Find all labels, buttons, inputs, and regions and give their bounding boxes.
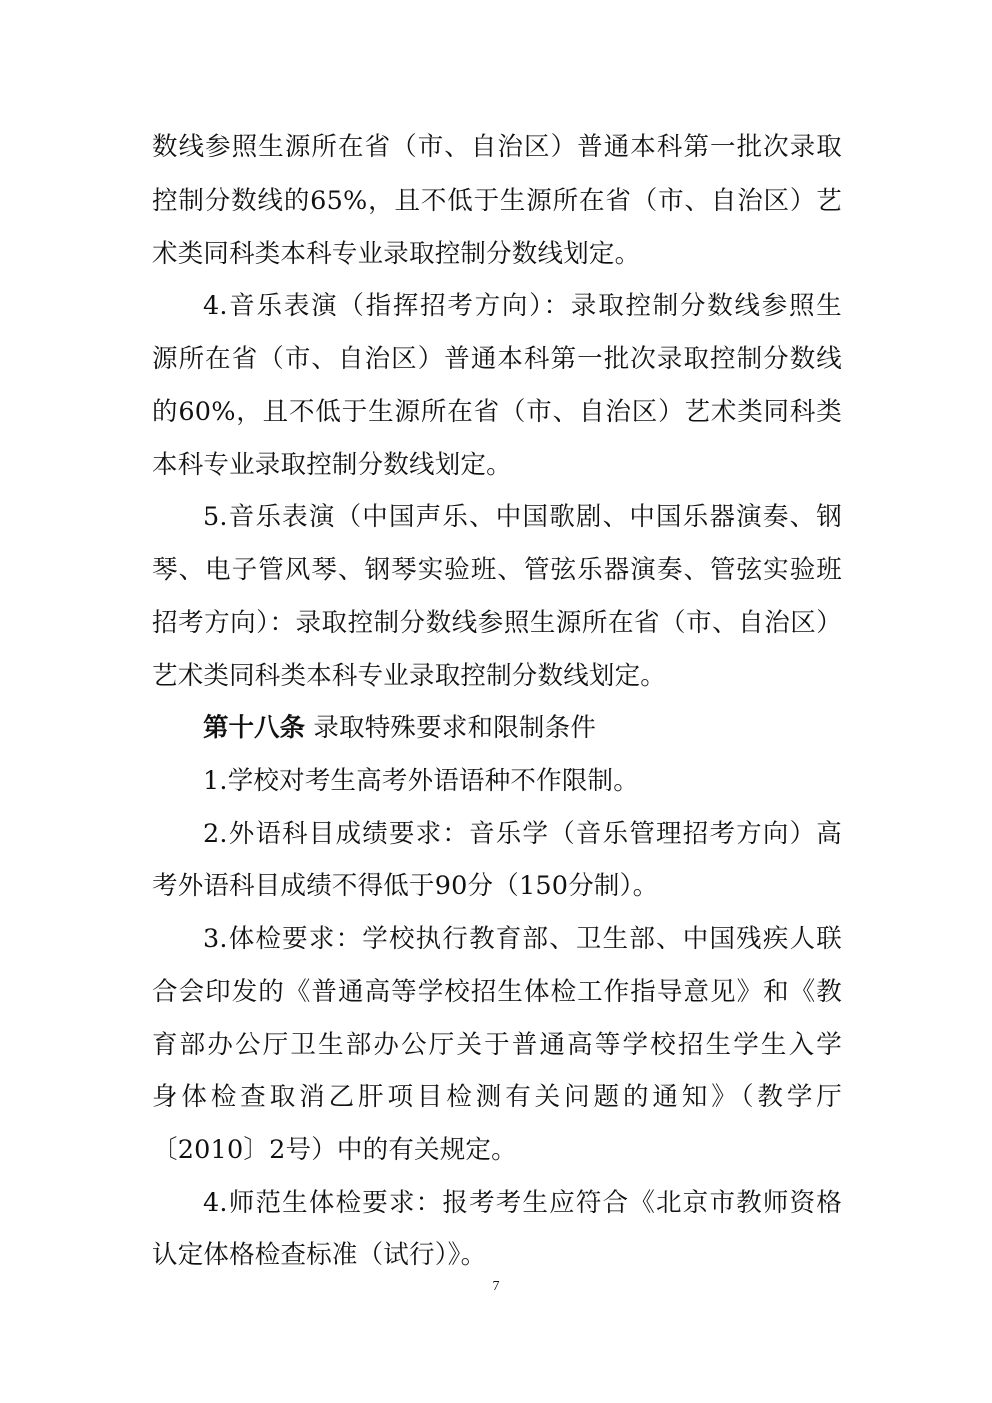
paragraph-line: 5.音乐表演（中国声乐、中国歌剧、中国乐器演奏、钢 <box>203 502 842 532</box>
paragraph-line: 1.学校对考生高考外语语种不作限制。 <box>203 766 639 796</box>
paragraph-line: 的60%，且不低于生源所在省（市、自治区）艺术类同科类 <box>152 397 842 427</box>
article-title: 录取特殊要求和限制条件 <box>313 713 597 743</box>
paragraph-line: 数线参照生源所在省（市、自治区）普通本科第一批次录取 <box>152 132 842 162</box>
paragraph-line: 源所在省（市、自治区）普通本科第一批次录取控制分数线 <box>152 344 842 374</box>
paragraph-line: 招考方向）：录取控制分数线参照生源所在省（市、自治区） <box>152 608 842 638</box>
paragraph-line: 3.体检要求：学校执行教育部、卫生部、中国残疾人联 <box>203 924 842 954</box>
paragraph-line: 2.外语科目成绩要求：音乐学（音乐管理招考方向）高 <box>203 819 842 849</box>
paragraph-line: 考外语科目成绩不得低于90分（150分制）。 <box>152 871 659 901</box>
paragraph-line: 认定体格检查标准（试行）》。 <box>152 1240 487 1270</box>
paragraph-line: 育部办公厅卫生部办公厅关于普通高等学校招生学生入学 <box>152 1030 842 1060</box>
article-heading-line <box>203 712 842 744</box>
paragraph-line: 合会印发的《普通高等学校招生体检工作指导意见》和《教 <box>152 977 842 1007</box>
paragraph-line: 艺术类同科类本科专业录取控制分数线划定。 <box>152 661 667 691</box>
paragraph-line: 术类同科类本科专业录取控制分数线划定。 <box>152 239 641 269</box>
paragraph-line: 4.师范生体检要求：报考考生应符合《北京市教师资格 <box>203 1188 842 1218</box>
paragraph-line: 琴、电子管风琴、钢琴实验班、管弦乐器演奏、管弦实验班 <box>152 555 842 585</box>
article-number: 第十八条 <box>203 713 306 743</box>
paragraph-line: 控制分数线的65%，且不低于生源所在省（市、自治区）艺 <box>152 186 842 216</box>
paragraph-line: 身体检查取消乙肝项目检测有关问题的通知》（教学厅 <box>152 1082 842 1112</box>
paragraph-line: 4.音乐表演（指挥招考方向）：录取控制分数线参照生 <box>203 291 842 321</box>
page-number: 7 <box>492 1279 500 1294</box>
paragraph-line: 本科专业录取控制分数线划定。 <box>152 450 512 480</box>
paragraph-line: 〔2010〕2号）中的有关规定。 <box>152 1135 517 1165</box>
